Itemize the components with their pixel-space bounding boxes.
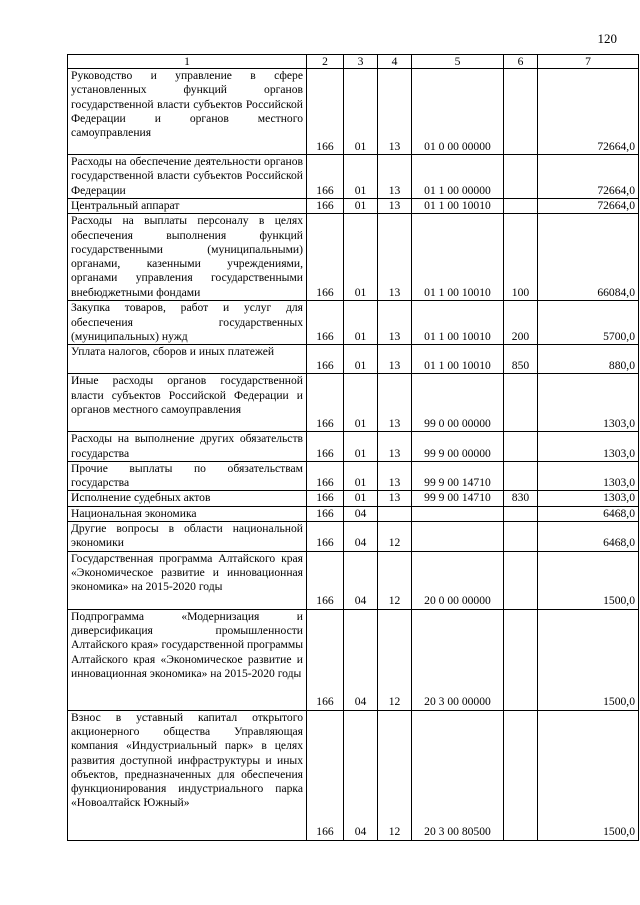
row-code-subsection: 13 [378,214,412,301]
row-code-admin: 166 [307,69,344,155]
row-code-subsection: 13 [378,461,412,491]
row-code-admin: 166 [307,710,344,840]
row-code-target: 99 0 00 00000 [412,374,504,432]
row-code-target: 01 1 00 10010 [412,345,504,374]
row-code-subsection: 13 [378,199,412,214]
row-code-expense-type [504,522,538,552]
table-row [68,432,639,462]
row-name: Закупка товаров, работ и услуг для обеспечения государственных (муниципальных) нужд [68,301,307,345]
row-code-admin: 166 [307,199,344,214]
row-amount: 1500,0 [538,551,639,609]
row-name: Взнос в уставный капитал открытого акционерного общества Управляющая компания «Индустриальный парк» в целях развития доступной инфраструктуры и иных объектов, предназначенных для обеспечения функционирования индустриального парка «Новоалтайск Южный» [68,710,307,840]
row-code-admin: 166 [307,301,344,345]
row-code-section: 04 [344,551,378,609]
row-code-section: 01 [344,199,378,214]
row-code-admin: 166 [307,432,344,462]
row-code-target [412,522,504,552]
row-code-subsection: 12 [378,551,412,609]
row-code-section: 01 [344,491,378,506]
row-code-subsection: 12 [378,522,412,552]
row-code-target [412,506,504,521]
row-name: Расходы на выплаты персоналу в целях обеспечения выполнения функций государственными (муниципальными) органами, казенными учреждениями, органами управления государственными внебюджетными фондами [68,214,307,301]
row-amount: 72664,0 [538,155,639,199]
row-code-admin: 166 [307,506,344,521]
row-name: Уплата налогов, сборов и иных платежей [68,345,307,374]
column-header: 3 [344,55,378,69]
row-amount: 6468,0 [538,522,639,552]
row-code-section: 04 [344,609,378,710]
row-code-section: 01 [344,374,378,432]
row-code-subsection [378,506,412,521]
row-code-target: 99 9 00 14710 [412,461,504,491]
row-code-admin: 166 [307,214,344,301]
table-row [68,710,639,840]
row-amount: 72664,0 [538,69,639,155]
row-code-expense-type [504,374,538,432]
row-name: Другие вопросы в области национальной экономики [68,522,307,552]
row-name: Центральный аппарат [68,199,307,214]
row-name: Исполнение судебных актов [68,491,307,506]
row-code-expense-type: 100 [504,214,538,301]
budget-table [67,54,639,841]
row-amount: 1303,0 [538,432,639,462]
row-amount: 1500,0 [538,710,639,840]
row-amount: 5700,0 [538,301,639,345]
row-code-admin: 166 [307,522,344,552]
row-code-expense-type [504,155,538,199]
row-code-subsection: 13 [378,155,412,199]
row-code-subsection: 13 [378,432,412,462]
table-row [68,345,639,374]
row-code-section: 01 [344,345,378,374]
row-code-admin: 166 [307,345,344,374]
row-code-admin: 166 [307,491,344,506]
row-name: Иные расходы органов государственной власти субъектов Российской Федерации и органов местного самоуправления [68,374,307,432]
row-code-expense-type [504,199,538,214]
row-code-target: 01 1 00 10010 [412,214,504,301]
row-code-subsection: 12 [378,609,412,710]
row-code-expense-type [504,461,538,491]
row-amount: 1303,0 [538,461,639,491]
row-code-expense-type [504,710,538,840]
row-code-admin: 166 [307,461,344,491]
row-code-target: 01 1 00 10010 [412,301,504,345]
row-name: Государственная программа Алтайского края «Экономическое развитие и инновационная экономика» на 2015-2020 годы [68,551,307,609]
row-code-section: 01 [344,461,378,491]
row-code-section: 01 [344,155,378,199]
header-row [68,55,639,69]
row-code-target: 01 0 00 00000 [412,69,504,155]
row-code-expense-type: 830 [504,491,538,506]
row-code-subsection: 13 [378,374,412,432]
row-code-expense-type [504,69,538,155]
column-header: 2 [307,55,344,69]
table-row [68,551,639,609]
row-amount: 66084,0 [538,214,639,301]
row-name: Подпрограмма «Модернизация и диверсификация промышленности Алтайского края» государственной программы Алтайского края «Экономическое развитие и инновационная экономика» на 2015-2020 годы [68,609,307,710]
row-code-section: 04 [344,710,378,840]
row-code-admin: 166 [307,155,344,199]
table-row [68,214,639,301]
column-header: 7 [538,55,639,69]
table-row [68,374,639,432]
table-row [68,506,639,521]
row-code-section: 04 [344,522,378,552]
row-amount: 1500,0 [538,609,639,710]
table-row [68,491,639,506]
row-code-section: 01 [344,69,378,155]
row-code-expense-type [504,506,538,521]
row-amount: 880,0 [538,345,639,374]
row-code-target: 01 1 00 00000 [412,155,504,199]
row-code-admin: 166 [307,551,344,609]
table-row [68,461,639,491]
column-header: 5 [412,55,504,69]
row-code-subsection: 13 [378,491,412,506]
row-code-expense-type [504,432,538,462]
table-row [68,199,639,214]
row-code-section: 04 [344,506,378,521]
row-name: Руководство и управление в сфере установленных функций органов государственной власти субъектов Российской Федерации и органов местного самоуправления [68,69,307,155]
column-header: 6 [504,55,538,69]
row-code-admin: 166 [307,609,344,710]
row-name: Прочие выплаты по обязательствам государства [68,461,307,491]
row-code-subsection: 13 [378,301,412,345]
column-header: 4 [378,55,412,69]
row-code-section: 01 [344,214,378,301]
table-row [68,609,639,710]
row-code-target: 99 9 00 00000 [412,432,504,462]
row-code-target: 99 9 00 14710 [412,491,504,506]
row-amount: 1303,0 [538,491,639,506]
row-code-subsection: 13 [378,69,412,155]
row-code-subsection: 13 [378,345,412,374]
row-code-subsection: 12 [378,710,412,840]
table-row [68,301,639,345]
row-code-expense-type [504,551,538,609]
row-amount: 72664,0 [538,199,639,214]
column-header: 1 [68,55,307,69]
row-name: Расходы на выполнение других обязательств государства [68,432,307,462]
table-row [68,155,639,199]
row-code-target: 20 0 00 00000 [412,551,504,609]
row-code-admin: 166 [307,374,344,432]
row-amount: 1303,0 [538,374,639,432]
table-row [68,69,639,155]
row-name: Национальная экономика [68,506,307,521]
row-code-expense-type: 200 [504,301,538,345]
row-code-expense-type [504,609,538,710]
row-code-target: 20 3 00 80500 [412,710,504,840]
row-code-section: 01 [344,432,378,462]
table-row [68,522,639,552]
row-name: Расходы на обеспечение деятельности органов государственной власти субъектов Российской Федерации [68,155,307,199]
row-amount: 6468,0 [538,506,639,521]
row-code-target: 01 1 00 10010 [412,199,504,214]
row-code-expense-type: 850 [504,345,538,374]
row-code-section: 01 [344,301,378,345]
row-code-target: 20 3 00 00000 [412,609,504,710]
page-number: 120 [597,31,617,46]
